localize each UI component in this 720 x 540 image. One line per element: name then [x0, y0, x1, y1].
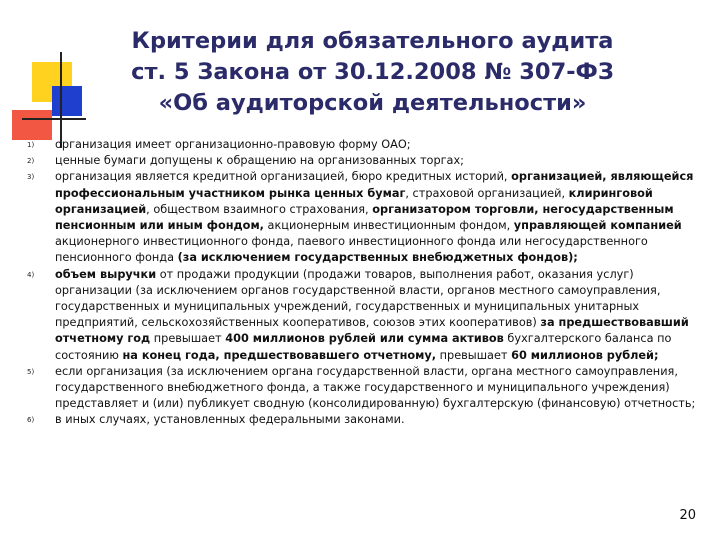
- logo-blue-square: [52, 86, 82, 116]
- title-line-3: «Об аудиторской деятельности»: [158, 90, 587, 116]
- text-run: от продажи продукции (продажи товаров, выполнения работ, оказания услуг) организации (за исключением органов государственной власти, органов местного самоуправления, государственных и муниципальных учреждений, государственных и муниципальных унитарных предприятий, сельскохозяйственных кооперативов, союзов этих кооперативов): [55, 267, 661, 330]
- text-run: превышает: [150, 332, 226, 346]
- text-run: , страховой организацией,: [405, 186, 569, 200]
- item-number: 5): [27, 367, 35, 376]
- text-run: в иных случаях, установленных федеральными законами.: [55, 413, 405, 427]
- criteria-item: [0, 137, 700, 153]
- item-text: [55, 412, 700, 428]
- title-line-2: ст. 5 Закона от 30.12.2008 № 307-ФЗ: [131, 59, 614, 85]
- criteria-item: [0, 364, 700, 413]
- item-number: 1): [27, 141, 35, 149]
- bold-text-run: на конец года, предшествовавшего отчетному,: [122, 348, 437, 362]
- item-number: 2): [27, 157, 35, 166]
- logo-horizontal-line: [22, 118, 86, 120]
- logo-red-square: [12, 110, 52, 140]
- bold-text-run: объем выручки: [55, 267, 157, 281]
- bold-text-run: организатором торговли, негосударственным пенсионным или иным фондом,: [55, 202, 674, 233]
- text-run: ценные бумаги допущены к обращению на организованных торгах;: [55, 154, 464, 168]
- text-run: , обществом взаимного страхования,: [146, 202, 373, 216]
- bold-text-run: управляющей компанией: [513, 219, 682, 233]
- text-run: превышает: [436, 348, 512, 362]
- text-run: акционерным инвестиционным фондом,: [263, 219, 514, 233]
- text-run: организация является кредитной организацией, бюро кредитных историй,: [55, 170, 512, 184]
- bold-text-run: организацией, являющейся профессиональным участником рынка ценных бумаг: [55, 170, 694, 200]
- item-text: [55, 364, 700, 413]
- criteria-item: [0, 412, 700, 428]
- criteria-item: [0, 169, 700, 266]
- slide-title: [100, 26, 645, 119]
- page-number: 20: [679, 508, 696, 523]
- text-run: акционерного инвестиционного фонда, паевого инвестиционного фонда или негосударственного пенсионного фонда: [55, 235, 648, 265]
- text-run: бухгалтерского баланса по состоянию: [55, 332, 672, 362]
- criteria-list: [0, 137, 700, 429]
- logo-vertical-line: [60, 52, 62, 148]
- bold-text-run: клиринговой организацией: [55, 186, 653, 216]
- item-number: 4): [27, 270, 35, 279]
- text-run: если организация (за исключением органа государственной власти, органа местного самоуправления, государственного внебюджетного фонда, а также государственного и муниципального учреждения) представляет и (или) публикует сводную (консолидированную) бухгалтерскую (финансовую) отчетность;: [55, 364, 696, 411]
- item-text: [55, 267, 700, 364]
- item-text: [55, 169, 700, 266]
- criteria-item: [0, 153, 700, 169]
- criteria-item: [0, 267, 700, 364]
- bold-text-run: 400 миллионов рублей или сумма активов: [225, 332, 504, 346]
- text-run: организация имеет организационно-правовую форму ОАО;: [55, 138, 411, 151]
- item-text: [55, 137, 700, 153]
- bold-text-run: за предшествовавший отчетному год: [55, 316, 689, 346]
- title-line-1: Критерии для обязательного аудита: [131, 28, 614, 54]
- bold-text-run: 60 миллионов рублей;: [511, 348, 659, 362]
- item-text: [55, 153, 700, 169]
- bold-text-run: (за исключением государственных внебюджетных фондов);: [177, 251, 578, 265]
- item-number: 3): [27, 173, 35, 182]
- item-number: 6): [27, 416, 35, 425]
